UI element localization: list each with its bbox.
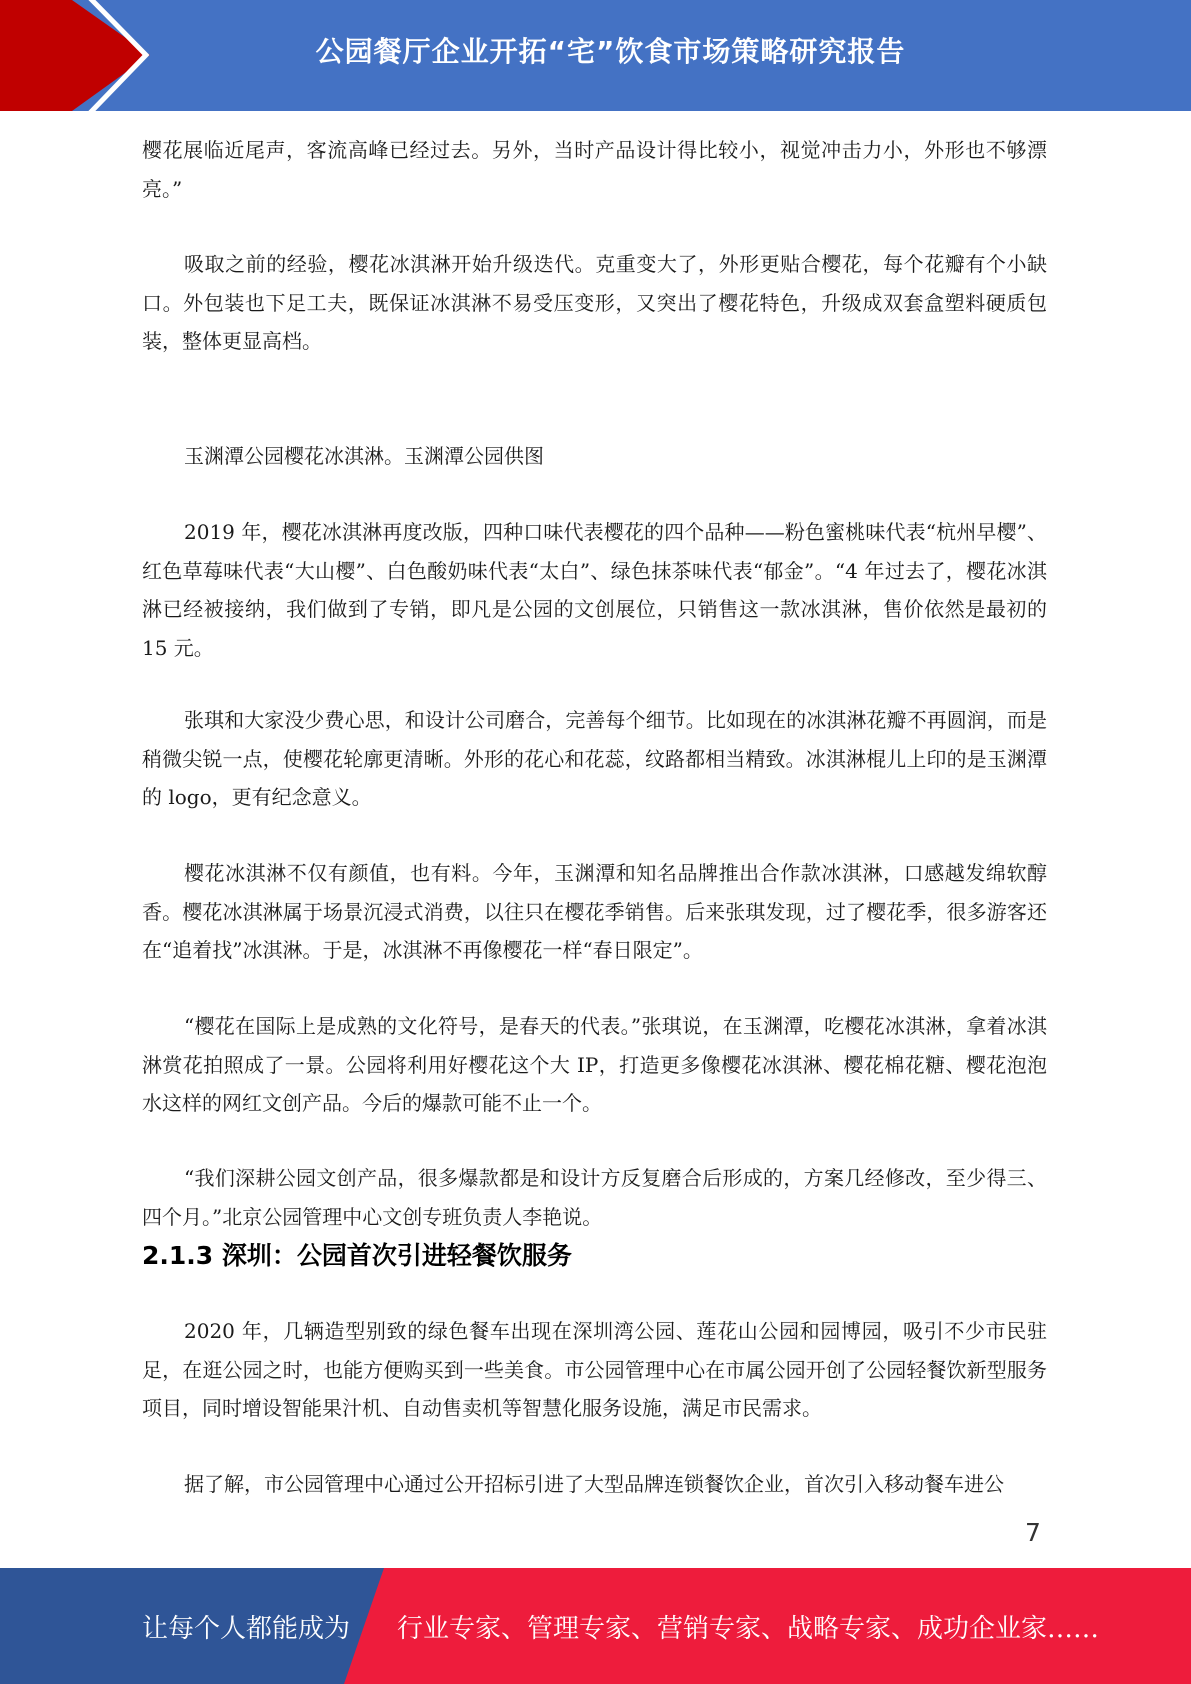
page-number: 7 bbox=[1025, 1518, 1041, 1547]
image-caption: 玉渊潭公园樱花冰淇淋。玉渊潭公园供图 bbox=[184, 444, 544, 468]
footer-slogan-left: 让每个人都能成为 bbox=[142, 1613, 351, 1644]
paragraph: 樱花展临近尾声，客流高峰已经过去。另外，当时产品设计得比较小，视觉冲击力小，外形也不够漂亮。” bbox=[142, 138, 1047, 201]
paragraph: 据了解，市公园管理中心通过公开招标引进了大型品牌连锁餐饮企业，首次引入移动餐车进公 bbox=[184, 1472, 1004, 1496]
paragraph: 2020 年，几辆造型别致的绿色餐车出现在深圳湾公园、莲花山公园和园博园，吸引不少市民驻足，在逛公园之时，也能方便购买到一些美食。市公园管理中心在市属公园开创了公园轻餐饮新型服务项目，同时增设智能果汁机、自动售卖机等智慧化服务设施，满足市民需求。 bbox=[142, 1319, 1047, 1420]
paragraph: 2019 年，樱花冰淇淋再度改版，四种口味代表樱花的四个品种——粉色蜜桃味代表“杭州早樱”、红色草莓味代表“大山樱”、白色酸奶味代表“太白”、绿色抹茶味代表“郁金”。“4 年过去了，樱花冰淇淋已经被接纳，我们做到了专销，即凡是公园的文创展位，只销售这一款冰淇淋，售价依然是最初的 15 元。 bbox=[142, 520, 1047, 660]
paragraph: 张琪和大家没少费心思，和设计公司磨合，完善每个细节。比如现在的冰淇淋花瓣不再圆润，而是稍微尖锐一点，使樱花轮廓更清晰。外形的花心和花蕊，纹路都相当精致。冰淇淋棍儿上印的是玉渊潭的 logo，更有纪念意义。 bbox=[142, 708, 1047, 809]
paragraph: 樱花冰淇淋不仅有颜值，也有料。今年，玉渊潭和知名品牌推出合作款冰淇淋，口感越发绵软醇香。樱花冰淇淋属于场景沉浸式消费，以往只在樱花季销售。后来张琪发现，过了樱花季，很多游客还在“追着找”冰淇淋。于是，冰淇淋不再像樱花一样“春日限定”。 bbox=[142, 861, 1047, 962]
paragraph: “樱花在国际上是成熟的文化符号，是春天的代表。”张琪说，在玉渊潭，吃樱花冰淇淋，拿着冰淇淋赏花拍照成了一景。公园将利用好樱花这个大 IP，打造更多像樱花冰淇淋、樱花棉花糖、樱花泡泡水这样的网红文创产品。今后的爆款可能不止一个。 bbox=[142, 1014, 1047, 1115]
page-footer bbox=[0, 1568, 1191, 1684]
section-heading: 2.1.3 深圳：公园首次引进轻餐饮服务 bbox=[142, 1241, 572, 1270]
paragraph: 吸取之前的经验，樱花冰淇淋开始升级迭代。克重变大了，外形更贴合樱花，每个花瓣有个小缺口。外包装也下足工夫，既保证冰淇淋不易受压变形，又突出了樱花特色，升级成双套盒塑料硬质包装，整体更显高档。 bbox=[142, 252, 1047, 353]
header-title: 公园餐厅企业开拓“宅”饮食市场策略研究报告 bbox=[315, 35, 906, 68]
footer-slogan-right: 行业专家、管理专家、营销专家、战略专家、成功企业家…… bbox=[397, 1613, 1100, 1644]
page-header bbox=[0, 0, 1191, 111]
paragraph: “我们深耕公园文创产品，很多爆款都是和设计方反复磨合后形成的，方案几经修改，至少得三、四个月。”北京公园管理中心文创专班负责人李艳说。 bbox=[142, 1166, 1047, 1229]
